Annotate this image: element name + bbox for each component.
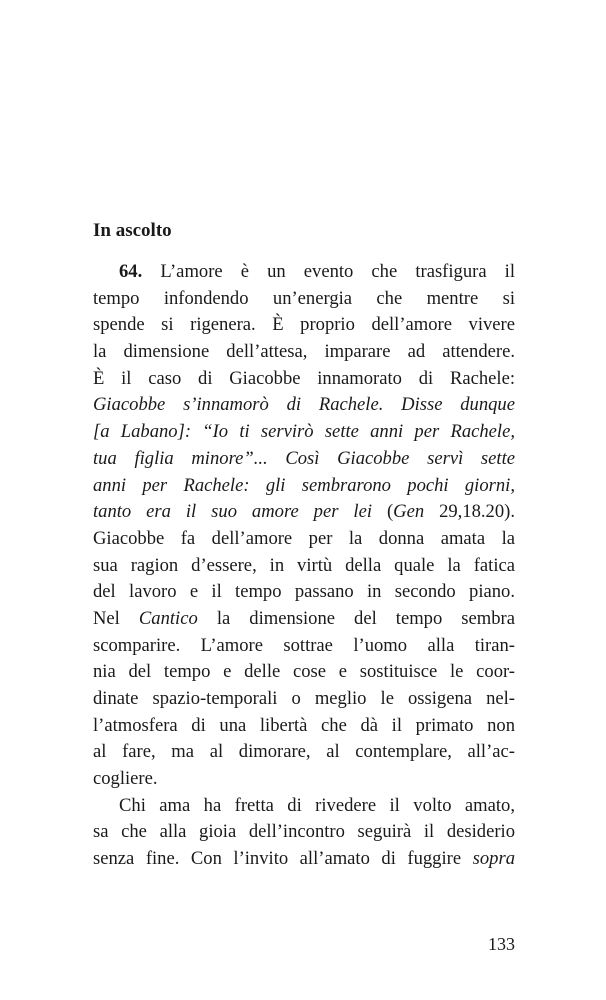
text-segment: tempo infondendo un’energia che mentre si	[93, 287, 515, 309]
text-segment: Chi ama ha fretta di rivedere il volto amato,	[119, 794, 515, 816]
text-segment: dinate spazio-temporali o meglio le ossigena nel-	[93, 688, 515, 709]
text-segment: È il caso di Giacobbe innamorato di Rachele:	[93, 367, 515, 389]
text-line	[93, 419, 515, 446]
text-line	[93, 686, 515, 713]
text-segment: Giacobbe fa dell’amore per la donna amata la	[93, 527, 515, 549]
text-segment: Nel	[93, 607, 139, 629]
paragraph-number: 64.	[119, 261, 143, 282]
text-line	[93, 286, 515, 313]
text-line	[93, 633, 515, 660]
text-line	[93, 846, 515, 873]
section-heading: In ascolto	[93, 220, 172, 241]
text-segment: sua ragion d’essere, in virtù della quale la fatica	[93, 554, 515, 576]
text-line	[93, 579, 515, 606]
text-segment: (	[372, 501, 394, 523]
text-segment: la dimensione del tempo sembra	[197, 607, 515, 629]
text-segment: 29,18.20).	[424, 501, 515, 523]
italic-text: Cantico	[138, 607, 198, 629]
text-line	[93, 766, 515, 793]
italic-text: Giacobbe s’innamorò di Rachele. Disse dunque	[93, 394, 515, 416]
text-line	[93, 473, 515, 500]
text-line	[93, 713, 515, 740]
text-line	[93, 446, 515, 473]
text-segment: senza fine. Con l’invito all’amato di fuggire	[93, 848, 473, 870]
text-segment: spende si rigenera. È proprio dell’amore vivere	[93, 314, 515, 336]
text-line	[93, 739, 515, 766]
italic-text: tanto era il suo amore per lei	[93, 501, 372, 523]
italic-text: sopra	[472, 848, 515, 870]
text-line	[93, 526, 515, 553]
text-segment: l’atmosfera di una libertà che dà il primato non	[93, 714, 515, 736]
text-segment: la dimensione dell’attesa, imparare ad attendere.	[93, 341, 515, 363]
text-line	[93, 606, 515, 633]
text-segment: del lavoro e il tempo passano in secondo piano.	[93, 581, 515, 603]
page-number: 133	[488, 934, 515, 954]
italic-text: tua figlia minore”... Così Giacobbe servì sette	[93, 447, 515, 469]
text-line	[93, 819, 515, 846]
text-line	[93, 659, 515, 686]
text-line	[93, 793, 515, 820]
text-line	[93, 553, 515, 580]
text-segment: al fare, ma al dimorare, al contemplare, all’ac-	[93, 741, 515, 763]
text-segment: L’amore è un evento che trasfigura il	[142, 261, 515, 282]
italic-text: anni per Rachele: gli sembrarono pochi giorni,	[93, 474, 515, 496]
text-segment: cogliere.	[93, 768, 158, 790]
text-segment: sa che alla gioia dell’incontro seguirà il desiderio	[93, 821, 515, 843]
text-line	[93, 499, 515, 526]
text-line	[93, 259, 515, 286]
italic-text: [a Labano]: “Io ti servirò sette anni per Rachele,	[93, 421, 515, 443]
text-segment: scomparire. L’amore sottrae l’uomo alla tiran-	[93, 634, 515, 656]
text-line	[93, 339, 515, 366]
text-line	[93, 312, 515, 339]
text-line	[93, 392, 515, 419]
italic-text: Gen	[393, 501, 425, 523]
text-segment: nia del tempo e delle cose e sostituisce le coor-	[93, 661, 515, 683]
text-line	[93, 366, 515, 393]
body-text	[93, 259, 515, 873]
